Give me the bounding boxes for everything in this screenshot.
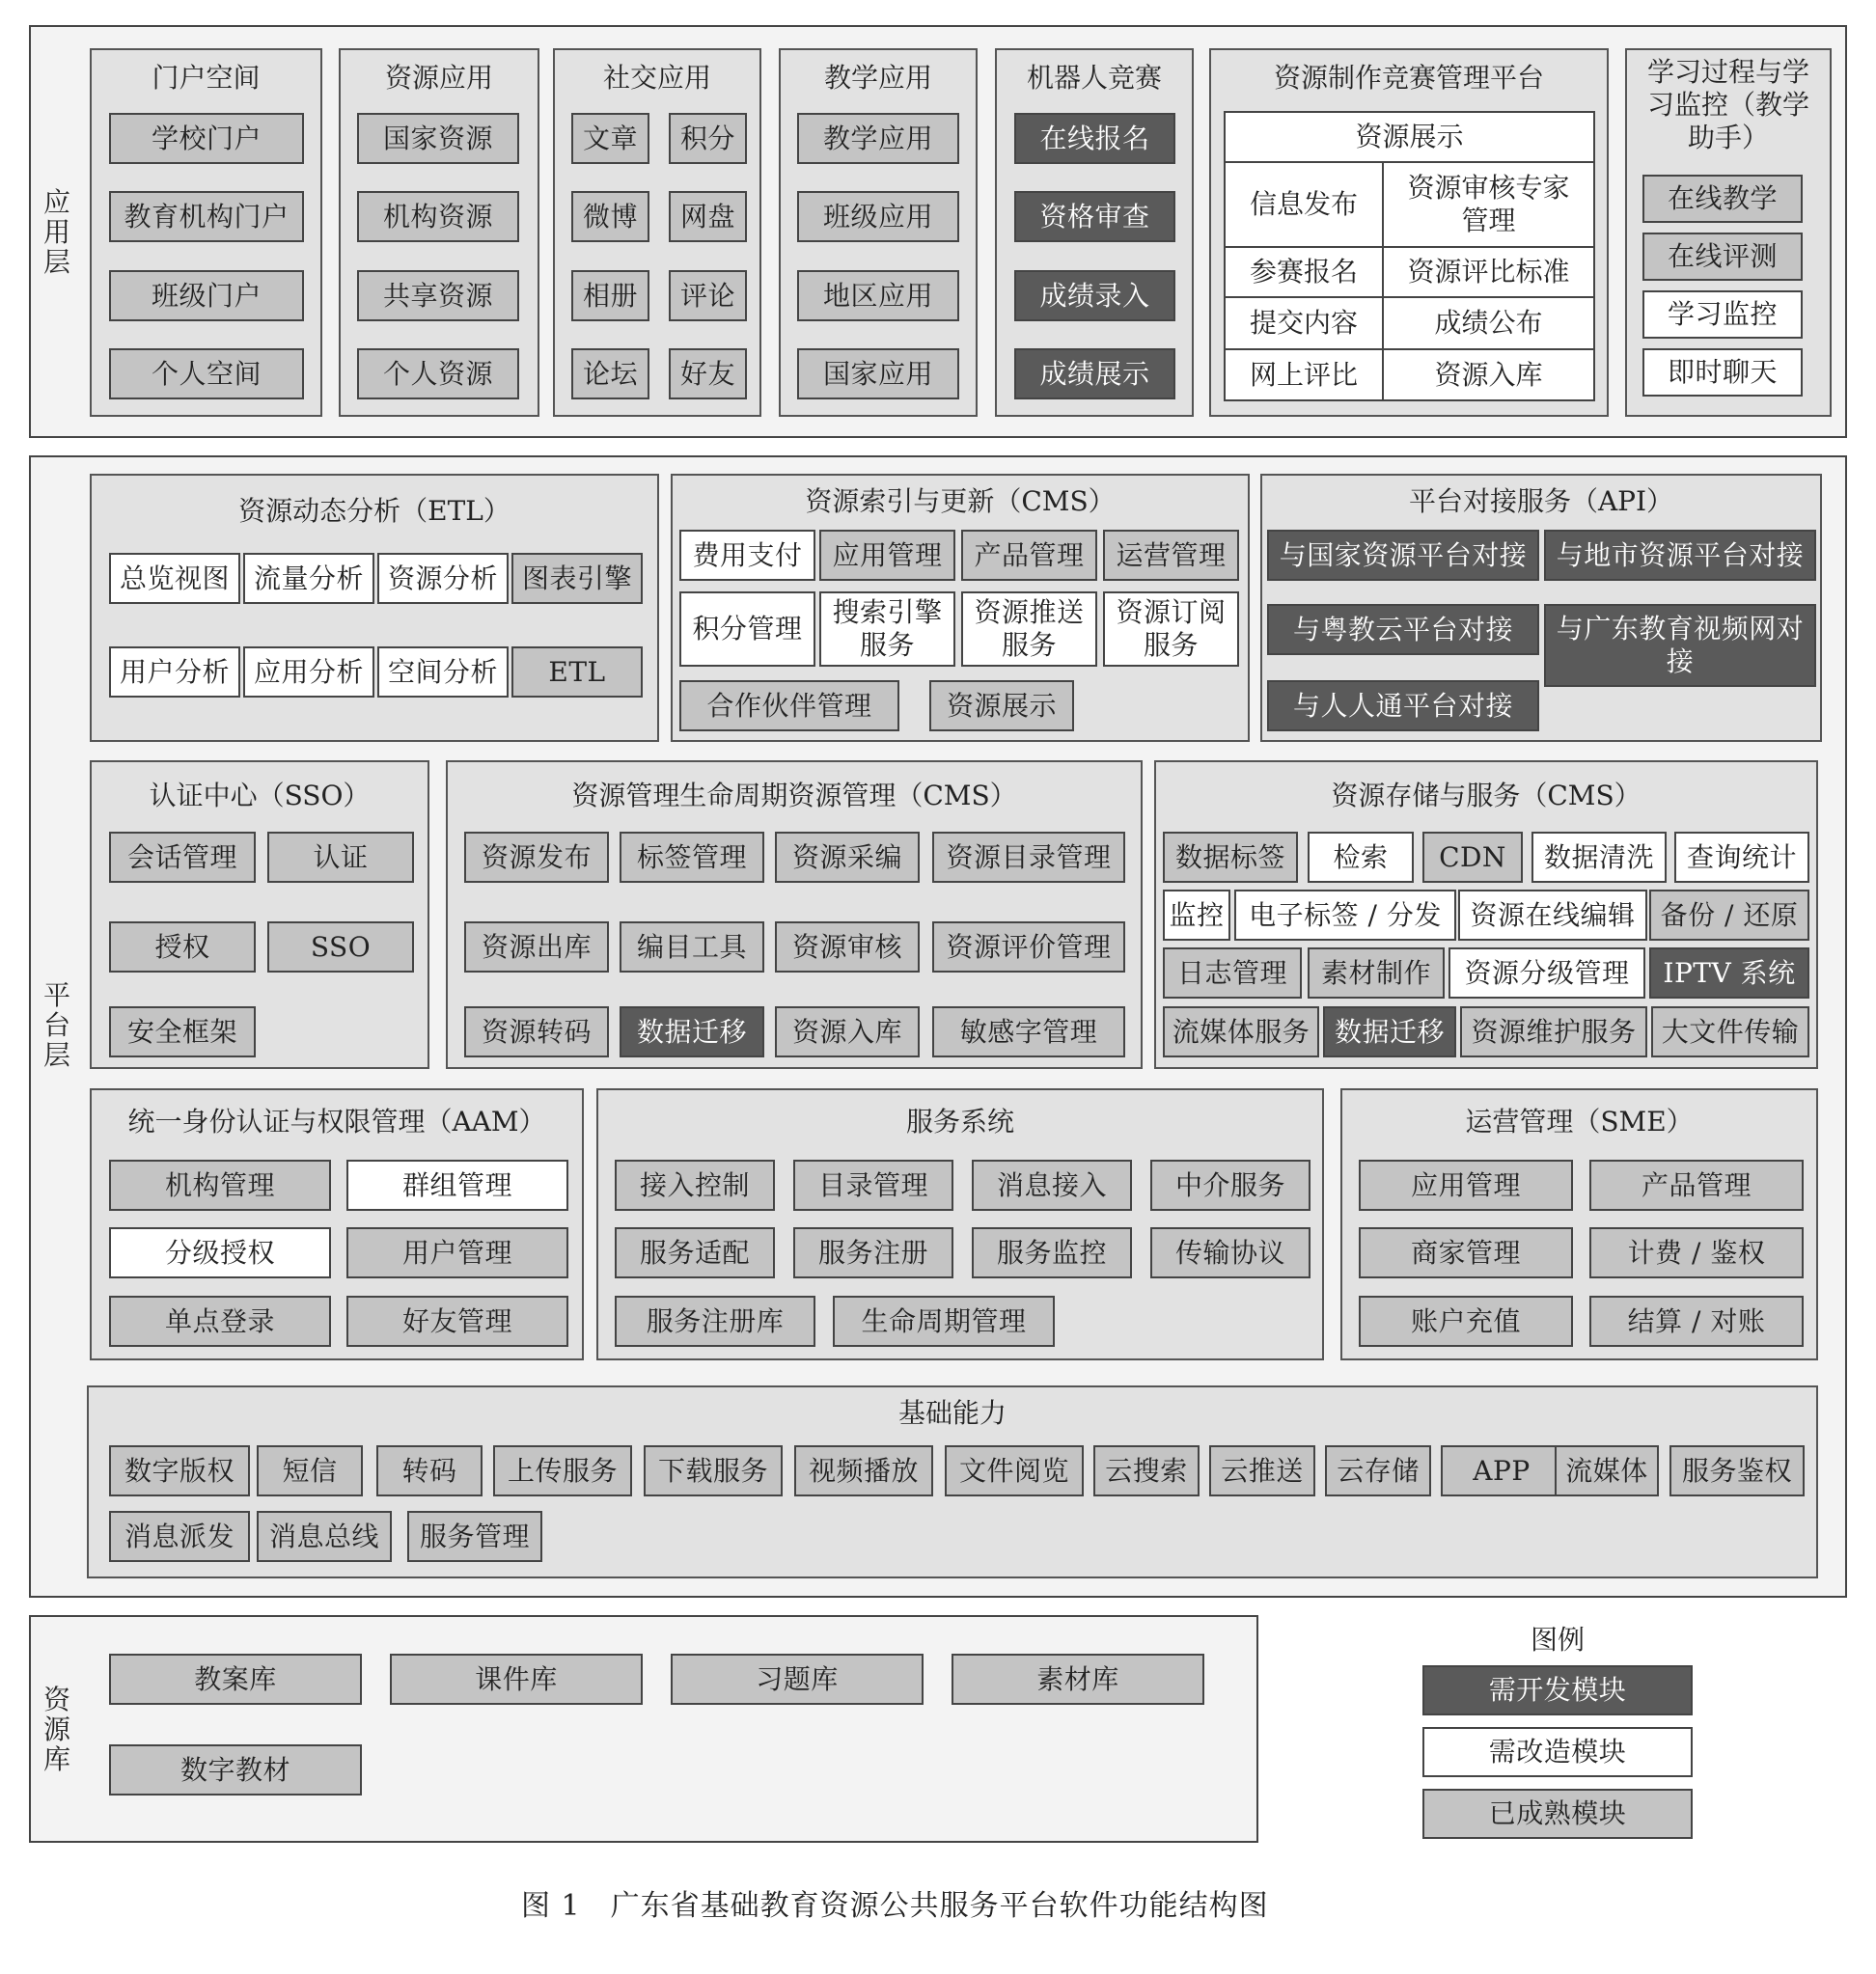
contest-expert[interactable]: 资源审核专家管理 bbox=[1384, 163, 1593, 246]
st-streaming[interactable]: 流媒体服务 bbox=[1163, 1006, 1319, 1057]
aam-friends[interactable]: 好友管理 bbox=[346, 1296, 568, 1347]
learn-title: 学习过程与学习监控（教学助手） bbox=[1646, 56, 1809, 153]
portal-class[interactable]: 班级门户 bbox=[109, 270, 304, 321]
base-transcode[interactable]: 转码 bbox=[376, 1445, 483, 1496]
contest-header[interactable]: 资源展示 bbox=[1226, 113, 1593, 161]
teach-region[interactable]: 地区应用 bbox=[797, 270, 959, 321]
teach-teaching[interactable]: 教学应用 bbox=[797, 113, 959, 164]
cmsidx-title: 资源索引与更新（CMS） bbox=[805, 485, 1116, 517]
sme-title: 运营管理（SME） bbox=[1465, 1106, 1694, 1138]
contest-submit[interactable]: 提交内容 bbox=[1226, 298, 1382, 348]
st-clean[interactable]: 数据清洗 bbox=[1531, 832, 1667, 883]
etl-chart-engine[interactable]: 图表引擎 bbox=[511, 553, 643, 604]
legend-modify: 需改造模块 bbox=[1422, 1727, 1693, 1777]
base-cloud-storage[interactable]: 云存储 bbox=[1325, 1445, 1431, 1496]
base-sms[interactable]: 短信 bbox=[257, 1445, 363, 1496]
contest-title: 资源制作竞赛管理平台 bbox=[1273, 62, 1544, 94]
robot-register[interactable]: 在线报名 bbox=[1014, 113, 1175, 164]
sso-sso[interactable]: SSO bbox=[267, 921, 414, 973]
base-video[interactable]: 视频播放 bbox=[794, 1445, 933, 1496]
cmsidx-partner[interactable]: 合作伙伴管理 bbox=[679, 680, 899, 731]
service-title: 服务系统 bbox=[905, 1106, 1014, 1138]
etl-resource[interactable]: 资源分析 bbox=[377, 553, 509, 604]
legend-develop: 需开发模块 bbox=[1422, 1665, 1693, 1715]
social-forum[interactable]: 论坛 bbox=[571, 348, 649, 399]
teach-national[interactable]: 国家应用 bbox=[797, 348, 959, 399]
learn-online-test[interactable]: 在线评测 bbox=[1642, 233, 1803, 281]
lc-outbound[interactable]: 资源出库 bbox=[464, 921, 609, 973]
contest-results[interactable]: 成绩公布 bbox=[1384, 298, 1593, 348]
base-cloud-search[interactable]: 云搜索 bbox=[1093, 1445, 1200, 1496]
figure-caption: 图 1 广东省基础教育资源公共服务平台软件功能结构图 bbox=[521, 1889, 1269, 1923]
sme-billing[interactable]: 计费 / 鉴权 bbox=[1589, 1227, 1804, 1278]
base-auth[interactable]: 服务鉴权 bbox=[1669, 1445, 1805, 1496]
cmsidx-push[interactable]: 资源推送服务 bbox=[961, 591, 1097, 667]
lc-catalog-tool[interactable]: 编目工具 bbox=[620, 921, 764, 973]
api-video[interactable]: 与广东教育视频网对接 bbox=[1544, 604, 1816, 687]
portal-edu-org[interactable]: 教育机构门户 bbox=[109, 191, 304, 242]
lib-lesson-plan[interactable]: 教案库 bbox=[109, 1654, 362, 1705]
lc-catalog[interactable]: 资源目录管理 bbox=[932, 832, 1125, 883]
svc-access[interactable]: 接入控制 bbox=[615, 1160, 775, 1211]
learn-monitor[interactable]: 学习监控 bbox=[1642, 290, 1803, 339]
resapp-title: 资源应用 bbox=[384, 62, 493, 94]
st-material[interactable]: 素材制作 bbox=[1308, 947, 1445, 999]
sso-security[interactable]: 安全框架 bbox=[109, 1006, 256, 1057]
st-log[interactable]: 日志管理 bbox=[1163, 947, 1302, 999]
etl-title: 资源动态分析（ETL） bbox=[238, 495, 510, 527]
cmsidx-product[interactable]: 产品管理 bbox=[961, 530, 1097, 581]
base-app[interactable]: APP bbox=[1441, 1445, 1562, 1496]
lc-migrate[interactable]: 数据迁移 bbox=[620, 1006, 764, 1057]
base-dispatch[interactable]: 消息派发 bbox=[109, 1511, 250, 1562]
cmsidx-search[interactable]: 搜索引擎服务 bbox=[819, 591, 955, 667]
svc-broker[interactable]: 中介服务 bbox=[1150, 1160, 1310, 1211]
resapp-national[interactable]: 国家资源 bbox=[357, 113, 519, 164]
sso-auth[interactable]: 认证 bbox=[267, 832, 414, 883]
base-svc-mgmt[interactable]: 服务管理 bbox=[407, 1511, 542, 1562]
st-online-edit[interactable]: 资源在线编辑 bbox=[1458, 890, 1647, 941]
lc-store[interactable]: 资源入库 bbox=[775, 1006, 920, 1057]
etl-etl[interactable]: ETL bbox=[511, 646, 643, 698]
sme-product[interactable]: 产品管理 bbox=[1589, 1160, 1804, 1211]
svc-lifecycle[interactable]: 生命周期管理 bbox=[833, 1296, 1055, 1347]
social-weibo[interactable]: 微博 bbox=[571, 191, 649, 242]
teach-title: 教学应用 bbox=[823, 62, 932, 94]
sso-title: 认证中心（SSO） bbox=[149, 780, 371, 811]
teach-class[interactable]: 班级应用 bbox=[797, 191, 959, 242]
st-search[interactable]: 检索 bbox=[1308, 832, 1414, 883]
lib-courseware[interactable]: 课件库 bbox=[390, 1654, 643, 1705]
lc-sensitive[interactable]: 敏感字管理 bbox=[932, 1006, 1125, 1057]
aam-user[interactable]: 用户管理 bbox=[346, 1227, 568, 1278]
svc-register[interactable]: 服务注册 bbox=[793, 1227, 953, 1278]
resapp-org[interactable]: 机构资源 bbox=[357, 191, 519, 242]
aam-group-mgmt[interactable]: 群组管理 bbox=[346, 1160, 568, 1211]
st-backup[interactable]: 备份 / 还原 bbox=[1649, 890, 1809, 941]
base-upload[interactable]: 上传服务 bbox=[493, 1445, 632, 1496]
resource-layer-label: 资源库 bbox=[42, 1684, 70, 1775]
lc-review[interactable]: 资源审核 bbox=[775, 921, 920, 973]
base-download[interactable]: 下载服务 bbox=[644, 1445, 783, 1496]
sso-authorize[interactable]: 授权 bbox=[109, 921, 256, 973]
etl-space[interactable]: 空间分析 bbox=[377, 646, 509, 698]
aam-org[interactable]: 机构管理 bbox=[109, 1160, 331, 1211]
svc-directory[interactable]: 目录管理 bbox=[793, 1160, 953, 1211]
st-grading[interactable]: 资源分级管理 bbox=[1448, 947, 1645, 999]
base-bus[interactable]: 消息总线 bbox=[257, 1511, 392, 1562]
base-title: 基础能力 bbox=[897, 1397, 1007, 1429]
sme-recharge[interactable]: 账户充值 bbox=[1359, 1296, 1573, 1347]
social-article[interactable]: 文章 bbox=[571, 113, 649, 164]
api-renrentong[interactable]: 与人人通平台对接 bbox=[1267, 680, 1539, 731]
etl-user[interactable]: 用户分析 bbox=[109, 646, 240, 698]
sso-session[interactable]: 会话管理 bbox=[109, 832, 256, 883]
social-title: 社交应用 bbox=[602, 62, 711, 94]
resapp-personal[interactable]: 个人资源 bbox=[357, 348, 519, 399]
st-cdn[interactable]: CDN bbox=[1422, 832, 1523, 883]
api-title: 平台对接服务（API） bbox=[1408, 485, 1674, 517]
cmsidx-appmgmt[interactable]: 应用管理 bbox=[819, 530, 955, 581]
base-copyright[interactable]: 数字版权 bbox=[109, 1445, 250, 1496]
robot-score-entry[interactable]: 成绩录入 bbox=[1014, 270, 1175, 321]
base-cloud-push[interactable]: 云推送 bbox=[1209, 1445, 1315, 1496]
contest-signup[interactable]: 参赛报名 bbox=[1226, 248, 1382, 296]
lc-publish[interactable]: 资源发布 bbox=[464, 832, 609, 883]
application-layer-label: 应用层 bbox=[42, 186, 70, 278]
storage-title: 资源存储与服务（CMS） bbox=[1331, 780, 1642, 811]
learn-online-teaching[interactable]: 在线教学 bbox=[1642, 175, 1803, 223]
api-city[interactable]: 与地市资源平台对接 bbox=[1544, 530, 1816, 581]
api-national[interactable]: 与国家资源平台对接 bbox=[1267, 530, 1539, 581]
lib-textbook[interactable]: 数字教材 bbox=[109, 1744, 362, 1796]
svc-registry[interactable]: 服务注册库 bbox=[615, 1296, 815, 1347]
social-points[interactable]: 积分 bbox=[669, 113, 747, 164]
social-comment[interactable]: 评论 bbox=[669, 270, 747, 321]
social-netdisk[interactable]: 网盘 bbox=[669, 191, 747, 242]
learn-chat[interactable]: 即时聊天 bbox=[1642, 348, 1803, 397]
portal-school[interactable]: 学校门户 bbox=[109, 113, 304, 164]
social-album[interactable]: 相册 bbox=[571, 270, 649, 321]
api-yuejiao[interactable]: 与粤教云平台对接 bbox=[1267, 604, 1539, 655]
portal-personal[interactable]: 个人空间 bbox=[109, 348, 304, 399]
svc-protocol[interactable]: 传输协议 bbox=[1150, 1227, 1310, 1278]
contest-criteria[interactable]: 资源评比标准 bbox=[1384, 248, 1593, 296]
st-stats[interactable]: 查询统计 bbox=[1674, 832, 1809, 883]
st-bigfile[interactable]: 大文件传输 bbox=[1651, 1006, 1809, 1057]
contest-info[interactable]: 信息发布 bbox=[1226, 163, 1382, 246]
cmsidx-payment[interactable]: 费用支付 bbox=[679, 530, 815, 581]
resapp-shared[interactable]: 共享资源 bbox=[357, 270, 519, 321]
lib-exercises[interactable]: 习题库 bbox=[671, 1654, 924, 1705]
robot-title: 机器人竞赛 bbox=[1026, 62, 1162, 94]
base-docview[interactable]: 文件阅览 bbox=[945, 1445, 1084, 1496]
svc-monitor[interactable]: 服务监控 bbox=[972, 1227, 1132, 1278]
aam-title: 统一身份认证与权限管理（AAM） bbox=[127, 1106, 546, 1138]
robot-qualify[interactable]: 资格审查 bbox=[1014, 191, 1175, 242]
st-migrate[interactable]: 数据迁移 bbox=[1323, 1006, 1456, 1057]
svc-msg-in[interactable]: 消息接入 bbox=[972, 1160, 1132, 1211]
sme-merchant[interactable]: 商家管理 bbox=[1359, 1227, 1573, 1278]
lifecycle-title: 资源管理生命周期资源管理（CMS） bbox=[571, 780, 1017, 811]
base-streaming[interactable]: 流媒体 bbox=[1555, 1445, 1659, 1496]
platform-layer-label: 平台层 bbox=[42, 979, 70, 1071]
portal-title: 门户空间 bbox=[152, 62, 261, 94]
contest-store[interactable]: 资源入库 bbox=[1384, 350, 1593, 399]
lc-transcode[interactable]: 资源转码 bbox=[464, 1006, 609, 1057]
lc-tag[interactable]: 标签管理 bbox=[620, 832, 764, 883]
sme-app[interactable]: 应用管理 bbox=[1359, 1160, 1573, 1211]
legend-mature: 已成熟模块 bbox=[1422, 1789, 1693, 1839]
st-iptv[interactable]: IPTV 系统 bbox=[1649, 947, 1809, 999]
legend-title: 图例 bbox=[1530, 1624, 1585, 1656]
social-friends[interactable]: 好友 bbox=[669, 348, 747, 399]
etl-app[interactable]: 应用分析 bbox=[243, 646, 374, 698]
lib-material[interactable]: 素材库 bbox=[952, 1654, 1204, 1705]
etl-traffic[interactable]: 流量分析 bbox=[243, 553, 374, 604]
etl-overview[interactable]: 总览视图 bbox=[109, 553, 240, 604]
aam-sso-login[interactable]: 单点登录 bbox=[109, 1296, 331, 1347]
robot-score-show[interactable]: 成绩展示 bbox=[1014, 348, 1175, 399]
st-etag[interactable]: 电子标签 / 分发 bbox=[1234, 890, 1456, 941]
sme-settle[interactable]: 结算 / 对账 bbox=[1589, 1296, 1804, 1347]
st-monitor[interactable]: 监控 bbox=[1163, 890, 1230, 941]
st-datatag[interactable]: 数据标签 bbox=[1163, 832, 1298, 883]
lc-evaluation[interactable]: 资源评价管理 bbox=[932, 921, 1125, 973]
cmsidx-subscribe[interactable]: 资源订阅服务 bbox=[1103, 591, 1239, 667]
resource-layer bbox=[29, 1615, 1258, 1843]
contest-review[interactable]: 网上评比 bbox=[1226, 350, 1382, 399]
cmsidx-showcase[interactable]: 资源展示 bbox=[929, 680, 1074, 731]
lc-collect[interactable]: 资源采编 bbox=[775, 832, 920, 883]
aam-level-auth[interactable]: 分级授权 bbox=[109, 1227, 331, 1278]
st-maintain[interactable]: 资源维护服务 bbox=[1460, 1006, 1647, 1057]
cmsidx-operation[interactable]: 运营管理 bbox=[1103, 530, 1239, 581]
svc-adapt[interactable]: 服务适配 bbox=[615, 1227, 775, 1278]
cmsidx-points[interactable]: 积分管理 bbox=[679, 591, 815, 667]
